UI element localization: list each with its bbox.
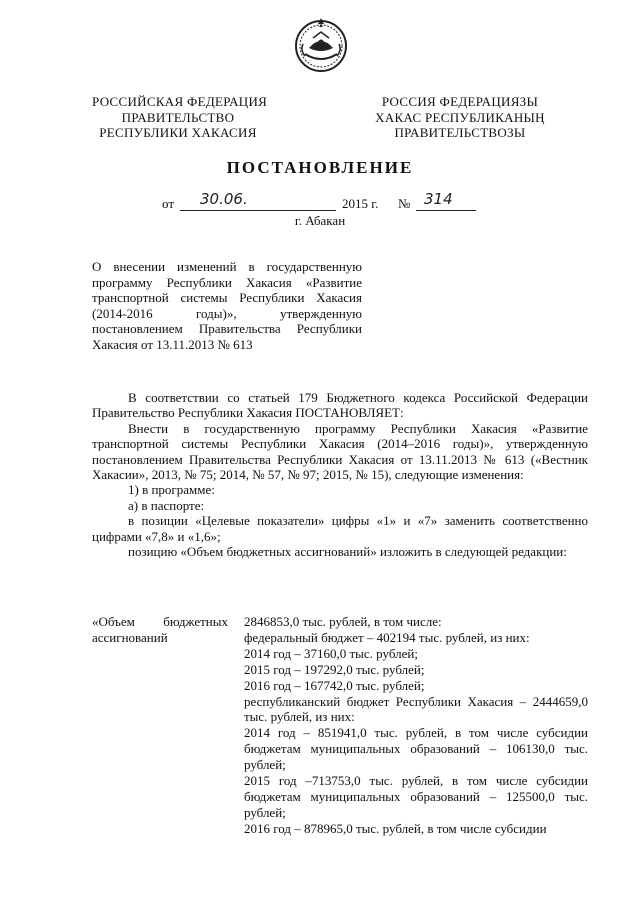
header-left-line: ПРАВИТЕЛЬСТВО xyxy=(121,109,235,125)
budget-line: 2015 год –713753,0 тыс. рублей, в том числе субсидии бюджетам муниципальных образований – 125500,0 тыс. рублей; xyxy=(244,773,588,820)
header-right-line: РОССИЯ ФЕДЕРАЦИЯЗЫ xyxy=(381,94,539,109)
number-underline xyxy=(416,210,476,211)
handwritten-number: 314 xyxy=(424,190,453,208)
subpoint-1a: а) в паспорте: xyxy=(128,497,205,513)
budget-line: 2015 год – 197292,0 тыс. рублей; xyxy=(244,661,425,677)
budget-line: 2014 год – 851941,0 тыс. рублей, в том числе субсидии бюджетам муниципальных образований – 106130,0 тыс. рублей; xyxy=(244,725,588,773)
point-1-paragraph: Внести в государственную программу Республики Хакасия «Развитие транспортной системы Республики Хакасия (2014–2016 годы)», утвержденную постановлением Правительства Республики Хакасия от 13.11.2013 № 613 («Вестник Хакасии», 2013, № 75; 2014, № 57, № 97; 2015, № 15), следующие изменения: xyxy=(92,420,588,483)
budget-line: 2846853,0 тыс. рублей, в том числе: xyxy=(244,614,442,629)
city: г. Абакан xyxy=(294,213,346,228)
number-label: № xyxy=(398,196,411,211)
budget-right-column xyxy=(244,614,588,837)
intro-paragraph: В соответствии со статьей 179 Бюджетного кодекса Российской Федерации Правительство Республики Хакасия ПОСТАНОВЛЯЕТ: xyxy=(92,390,588,421)
subject-line: О внесении изменений в государственную xyxy=(92,259,362,274)
document-subject xyxy=(92,259,362,353)
coat-of-arms-emblem xyxy=(291,14,351,74)
header-left-line: РОССИЙСКАЯ ФЕДЕРАЦИЯ xyxy=(92,94,268,109)
budget-intro-paragraph: позицию «Объем бюджетных ассигнований» изложить в следующей редакции: xyxy=(128,544,567,560)
budget-line: 2014 год – 37160,0 тыс. рублей; xyxy=(244,645,418,661)
date-underline xyxy=(180,210,336,211)
document-body xyxy=(92,390,588,559)
subject-line: транспортной системы Республики Хакасия xyxy=(92,290,362,306)
year-label: 2015 г. xyxy=(342,196,379,211)
subpoint-1: 1) в программе: xyxy=(128,482,215,498)
header-right-line: ХАКАС РЕСПУБЛИКАНЫҢ xyxy=(375,109,545,125)
budget-line: 2016 год – 167742,0 тыс. рублей; xyxy=(244,677,425,693)
budget-line: 2016 год – 878965,0 тыс. рублей, в том числе субсидии xyxy=(244,820,547,836)
subject-line: Хакасия от 13.11.2013 № 613 xyxy=(92,336,253,352)
subject-line: (2014-2016 годы)», утвержденную xyxy=(92,305,362,321)
subject-line: программу Республики Хакасия «Развитие xyxy=(92,274,362,290)
document-title: ПОСТАНОВЛЕНИЕ xyxy=(226,158,414,177)
header-right-line: ПРАВИТЕЛЬСТВОЗЫ xyxy=(394,125,526,140)
budget-line: федеральный бюджет – 402194 тыс. рублей, из них: xyxy=(244,629,530,645)
handwritten-date: 30.06. xyxy=(200,190,248,208)
header-right xyxy=(374,94,546,141)
budget-line: республиканский бюджет Республики Хакасия – 2444659,0 тыс. рублей, из них: xyxy=(244,693,588,725)
header-left xyxy=(92,94,268,141)
date-from-label: от xyxy=(162,196,175,211)
budget-left-label: «Объем бюджетных ассигнований xyxy=(92,614,228,645)
targets-paragraph: в позиции «Целевые показатели» цифры «1» и «7» заменить соответственно цифрами «7,8» и «1,6»; xyxy=(92,513,588,544)
subject-line: постановлением Правительства Республики xyxy=(92,321,362,337)
header-left-line: РЕСПУБЛИКИ ХАКАСИЯ xyxy=(99,125,257,140)
